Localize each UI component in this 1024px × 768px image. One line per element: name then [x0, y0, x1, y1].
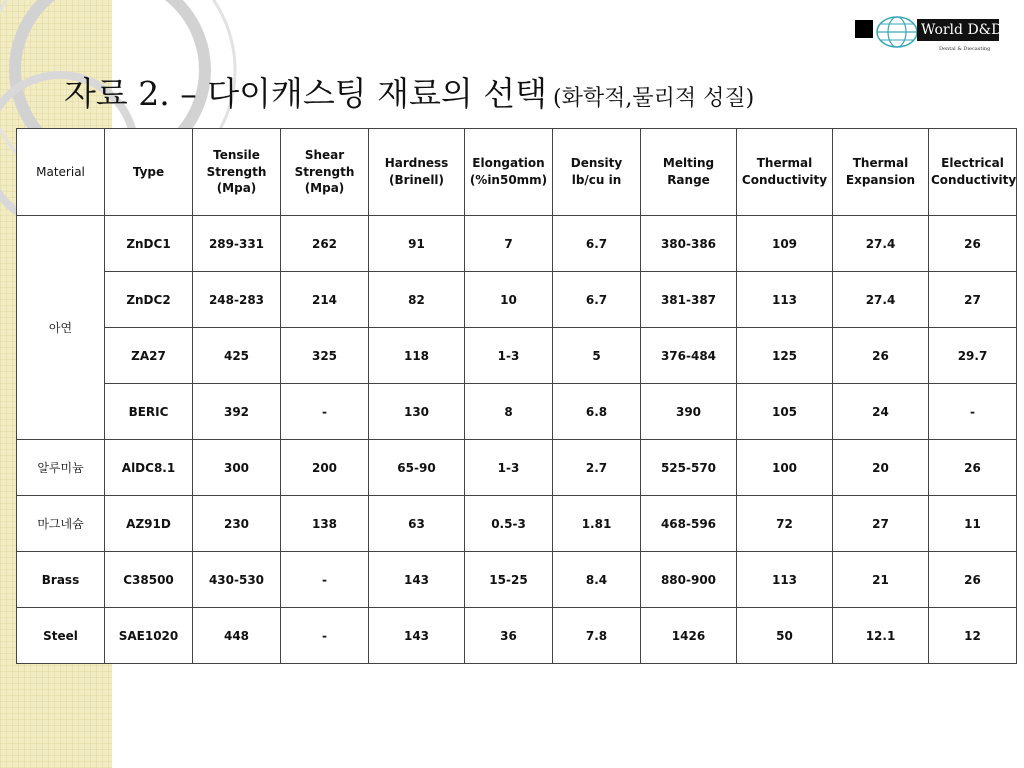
logo-tagline: Dental & Diecasting: [939, 46, 991, 52]
value-cell: 425: [193, 328, 281, 384]
column-header: Electrical Conductivity: [929, 129, 1017, 216]
value-cell: 50: [737, 608, 833, 664]
value-cell: 262: [281, 216, 369, 272]
value-cell: 7: [465, 216, 553, 272]
value-cell: -: [281, 608, 369, 664]
value-cell: 27.4: [833, 216, 929, 272]
value-cell: 65-90: [369, 440, 465, 496]
column-header: Material: [17, 129, 105, 216]
value-cell: 289-331: [193, 216, 281, 272]
column-header: Melting Range: [641, 129, 737, 216]
value-cell: -: [281, 552, 369, 608]
slide-title-main: 자료 2. – 다이캐스팅 재료의 선택: [64, 74, 547, 113]
table-row: [17, 440, 1017, 496]
company-logo: [855, 14, 1005, 58]
value-cell: 143: [369, 552, 465, 608]
table-body: [17, 216, 1017, 664]
material-cell: 알루미늄: [17, 440, 105, 496]
value-cell: 1.81: [553, 496, 641, 552]
value-cell: 100: [737, 440, 833, 496]
value-cell: 5: [553, 328, 641, 384]
value-cell: 20: [833, 440, 929, 496]
value-cell: 448: [193, 608, 281, 664]
value-cell: 7.8: [553, 608, 641, 664]
value-cell: 138: [281, 496, 369, 552]
value-cell: 109: [737, 216, 833, 272]
value-cell: 63: [369, 496, 465, 552]
table-row: [17, 496, 1017, 552]
value-cell: 1-3: [465, 328, 553, 384]
value-cell: 82: [369, 272, 465, 328]
value-cell: 24: [833, 384, 929, 440]
type-cell: ZnDC1: [105, 216, 193, 272]
type-cell: AZ91D: [105, 496, 193, 552]
value-cell: 10: [465, 272, 553, 328]
slide-title: [64, 68, 754, 115]
value-cell: 6.7: [553, 216, 641, 272]
value-cell: 130: [369, 384, 465, 440]
column-header: Type: [105, 129, 193, 216]
value-cell: 26: [833, 328, 929, 384]
value-cell: 12: [929, 608, 1017, 664]
value-cell: 26: [929, 440, 1017, 496]
value-cell: 125: [737, 328, 833, 384]
value-cell: 200: [281, 440, 369, 496]
value-cell: 300: [193, 440, 281, 496]
column-header: Elongation (%in50mm): [465, 129, 553, 216]
value-cell: -: [929, 384, 1017, 440]
value-cell: 15-25: [465, 552, 553, 608]
type-cell: C38500: [105, 552, 193, 608]
table-row: [17, 552, 1017, 608]
value-cell: 113: [737, 552, 833, 608]
value-cell: 8: [465, 384, 553, 440]
type-cell: AlDC8.1: [105, 440, 193, 496]
value-cell: 381-387: [641, 272, 737, 328]
slide-title-sub: (화학적,물리적 성질): [552, 86, 755, 111]
value-cell: 390: [641, 384, 737, 440]
table-row: [17, 384, 1017, 440]
table-row: [17, 272, 1017, 328]
value-cell: 0.5-3: [465, 496, 553, 552]
value-cell: 2.7: [553, 440, 641, 496]
column-header: Tensile Strength (Mpa): [193, 129, 281, 216]
column-header: Thermal Conductivity: [737, 129, 833, 216]
logo-name: World D&D: [917, 19, 999, 41]
value-cell: 27: [833, 496, 929, 552]
table-row: [17, 608, 1017, 664]
value-cell: 21: [833, 552, 929, 608]
value-cell: 468-596: [641, 496, 737, 552]
table-header-row: [17, 129, 1017, 216]
column-header: Thermal Expansion: [833, 129, 929, 216]
type-cell: BERIC: [105, 384, 193, 440]
value-cell: 430-530: [193, 552, 281, 608]
value-cell: 36: [465, 608, 553, 664]
value-cell: 26: [929, 552, 1017, 608]
value-cell: 1-3: [465, 440, 553, 496]
value-cell: 11: [929, 496, 1017, 552]
value-cell: 6.7: [553, 272, 641, 328]
material-cell: Brass: [17, 552, 105, 608]
value-cell: -: [281, 384, 369, 440]
column-header: Hardness (Brinell): [369, 129, 465, 216]
value-cell: 91: [369, 216, 465, 272]
value-cell: 376-484: [641, 328, 737, 384]
value-cell: 525-570: [641, 440, 737, 496]
value-cell: 6.8: [553, 384, 641, 440]
type-cell: ZA27: [105, 328, 193, 384]
type-cell: SAE1020: [105, 608, 193, 664]
value-cell: 118: [369, 328, 465, 384]
value-cell: 230: [193, 496, 281, 552]
value-cell: 325: [281, 328, 369, 384]
table-row: [17, 328, 1017, 384]
material-cell: Steel: [17, 608, 105, 664]
value-cell: 1426: [641, 608, 737, 664]
type-cell: ZnDC2: [105, 272, 193, 328]
material-cell: 아연: [17, 216, 105, 440]
logo-square: [855, 20, 873, 38]
value-cell: 392: [193, 384, 281, 440]
globe-icon: [875, 14, 919, 50]
column-header: Shear Strength (Mpa): [281, 129, 369, 216]
value-cell: 380-386: [641, 216, 737, 272]
value-cell: 143: [369, 608, 465, 664]
value-cell: 12.1: [833, 608, 929, 664]
value-cell: 27.4: [833, 272, 929, 328]
value-cell: 8.4: [553, 552, 641, 608]
value-cell: 105: [737, 384, 833, 440]
value-cell: 26: [929, 216, 1017, 272]
material-properties-table: [16, 128, 1017, 664]
table-row: [17, 216, 1017, 272]
value-cell: 72: [737, 496, 833, 552]
value-cell: 29.7: [929, 328, 1017, 384]
value-cell: 880-900: [641, 552, 737, 608]
value-cell: 248-283: [193, 272, 281, 328]
value-cell: 214: [281, 272, 369, 328]
column-header: Density lb/cu in: [553, 129, 641, 216]
value-cell: 27: [929, 272, 1017, 328]
value-cell: 113: [737, 272, 833, 328]
material-cell: 마그네슘: [17, 496, 105, 552]
